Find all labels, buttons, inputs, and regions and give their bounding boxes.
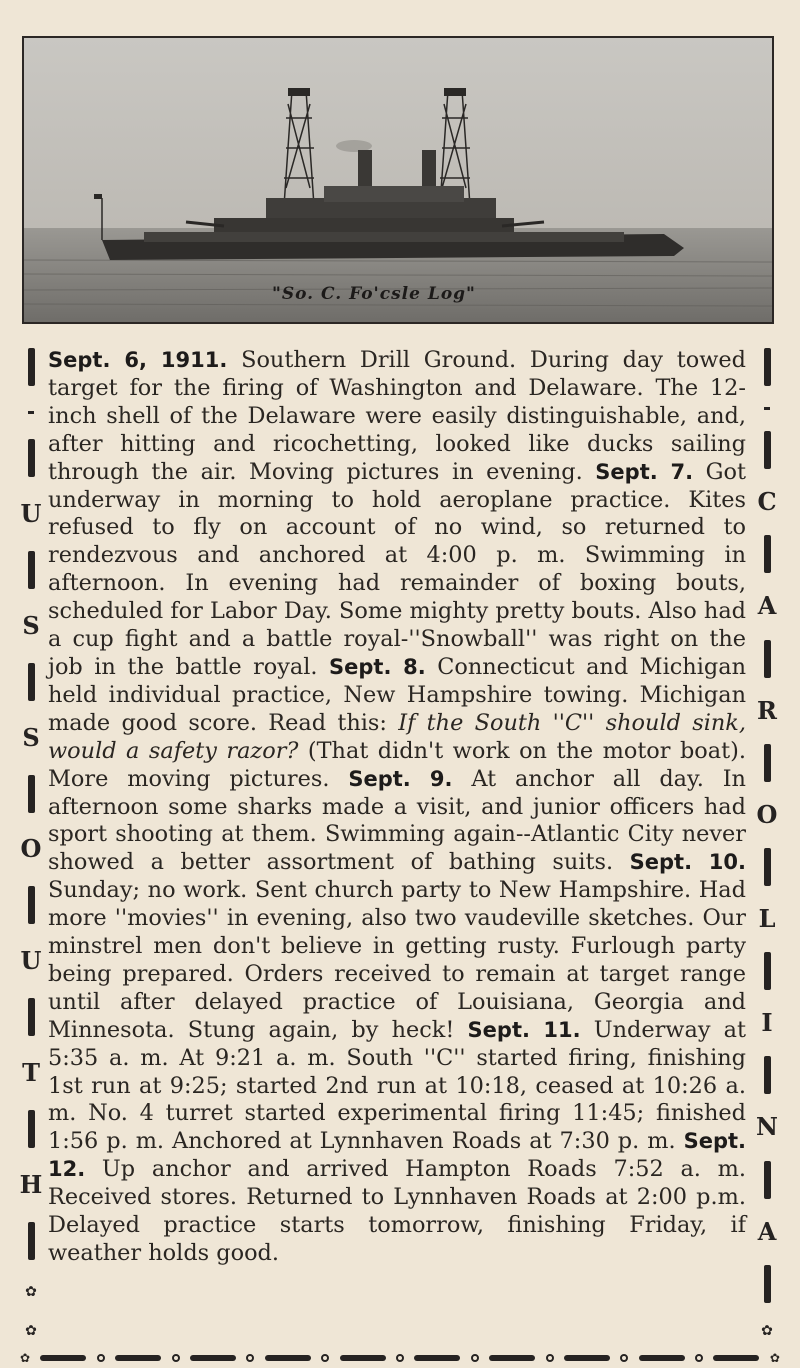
flower-ornament-icon: ✿ <box>25 1283 37 1300</box>
right-border <box>756 348 778 1338</box>
log-entry: Sunday; no work. Sent church party to New Hampshire. Had more ''movies'' in evening, also two vaudeville sketches. Our minstrel men don't believe in getting rusty. Furlough party being prepared. Orders received to remain at target range until after delayed practice of Louisiana, Georgia and Minnesota. Stung again, by heck! <box>48 877 746 1043</box>
log-quote: If the South ''C'' should sink, would a safety razor? <box>48 709 746 764</box>
log-text <box>48 347 746 1268</box>
border-letter: T <box>22 1058 40 1088</box>
border-letter: H <box>19 1170 43 1200</box>
border-bar <box>764 1265 771 1303</box>
border-bar <box>28 551 35 589</box>
border-letter: R <box>757 695 777 725</box>
border-segment <box>40 1355 86 1361</box>
flower-ornament-icon: ✿ <box>769 1351 780 1365</box>
border-bar <box>764 1161 771 1199</box>
border-ring <box>546 1354 554 1362</box>
border-segment <box>564 1355 610 1361</box>
border-bar <box>28 348 35 386</box>
border-letter: N <box>756 1112 778 1142</box>
log-entry: Southern Drill Ground. During day towed target for the firing of Washington and Delaware. The 12-inch shell of the Delaware were easily distinguishable, and, after hitting and ricochetting, looked like ducks sailing through the air. Moving pictures in evening. <box>48 347 746 485</box>
border-bar <box>28 1110 35 1148</box>
border-segment <box>190 1355 236 1361</box>
border-ring <box>396 1354 404 1362</box>
border-ring <box>246 1354 254 1362</box>
border-segment <box>489 1355 535 1361</box>
border-bar <box>28 886 35 924</box>
log-date: Sept. 12. <box>48 1129 746 1182</box>
log-date: Sept. 9. <box>348 766 453 791</box>
border-bar <box>28 775 35 813</box>
border-bar <box>764 431 771 469</box>
log-date: Sept. 11. <box>467 1017 581 1042</box>
border-bar <box>28 998 35 1036</box>
border-bar <box>764 848 771 886</box>
battleship-illustration <box>24 38 772 322</box>
border-ring <box>172 1354 180 1362</box>
border-letter: O <box>756 799 778 829</box>
log-entry: (That didn't work on the motor boat). More moving pictures. <box>48 737 746 792</box>
border-letter: L <box>758 904 776 934</box>
border-letter: U <box>20 946 42 976</box>
border-segment <box>713 1355 759 1361</box>
bottom-border <box>20 1352 780 1364</box>
border-segment <box>414 1355 460 1361</box>
border-segment <box>265 1355 311 1361</box>
border-letter: S <box>22 722 40 752</box>
log-date: Sept. 8. <box>329 654 426 679</box>
border-ring <box>695 1354 703 1362</box>
log-entry: Got underway in morning to hold aeroplane practice. Kites refused to fly on account of no wind, so returned to rendezvous and anchored at 4:00 p. m. Swimming in afternoon. In evening had remainder of boxing bouts, scheduled for Labor Day. Some mighty pretty bouts. Also had a cup fight and a battle royal-''Snowball'' was right on the job in the battle royal. <box>48 458 746 680</box>
border-ring <box>97 1354 105 1362</box>
border-letter: A <box>757 1216 777 1246</box>
border-bar <box>28 1222 35 1260</box>
border-ring <box>471 1354 479 1362</box>
log-date: Sept. 10. <box>629 850 747 875</box>
log-entry: At anchor all day. In afternoon some sharks made a visit, and junior officers had sport shooting at them. Swimming again--Atlantic City never showed a better assortment of bathing suits. <box>48 765 746 876</box>
border-segment <box>115 1355 161 1361</box>
border-dot <box>764 407 770 410</box>
border-bar <box>764 1056 771 1094</box>
log-entry: Connecticut and Michigan held individual practice, New Hampshire towing. Michigan made good score. Read this: <box>48 653 746 736</box>
border-segment <box>639 1355 685 1361</box>
border-bar <box>764 348 771 386</box>
log-entry: Underway at 5:35 a. m. At 9:21 a. m. South ''C'' started firing, finishing 1st run at 9:25; started 2nd run at 10:18, ceased at 10:26 a. m. No. 4 turret started experimental firing 11:45; finished 1:56 p. m. Anchored at Lynnhaven Roads at 7:30 p. m. <box>48 1016 747 1155</box>
border-letter: U <box>20 498 42 528</box>
border-letter: A <box>757 591 777 621</box>
border-letter: O <box>20 834 42 864</box>
log-entry: Up anchor and arrived Hampton Roads 7:52 a. m. Received stores. Returned to Lynnhaven Roads at 2:00 p.m. Delayed practice starts tomorrow, finishing Friday, if weather holds good. <box>48 1156 746 1266</box>
border-ring <box>620 1354 628 1362</box>
border-bar <box>764 744 771 782</box>
border-bar <box>764 640 771 678</box>
border-bar <box>28 439 35 477</box>
border-letter: S <box>22 610 40 640</box>
border-dot <box>28 411 34 414</box>
left-border <box>20 348 42 1338</box>
photo-caption: "So. C. Fo'csle Log" <box>272 284 476 304</box>
border-bar <box>764 952 771 990</box>
border-letter: I <box>761 1008 773 1038</box>
battleship-photo <box>22 36 774 324</box>
flower-ornament-icon: ✿ <box>25 1322 37 1339</box>
flower-ornament-icon: ✿ <box>761 1322 773 1339</box>
log-date: Sept. 6, 1911. <box>48 348 228 372</box>
border-bar <box>28 663 35 701</box>
border-bar <box>764 535 771 573</box>
flower-ornament-icon: ✿ <box>20 1351 31 1365</box>
border-segment <box>340 1355 386 1361</box>
log-date: Sept. 7. <box>595 459 694 484</box>
border-ring <box>321 1354 329 1362</box>
border-letter: C <box>757 487 777 517</box>
